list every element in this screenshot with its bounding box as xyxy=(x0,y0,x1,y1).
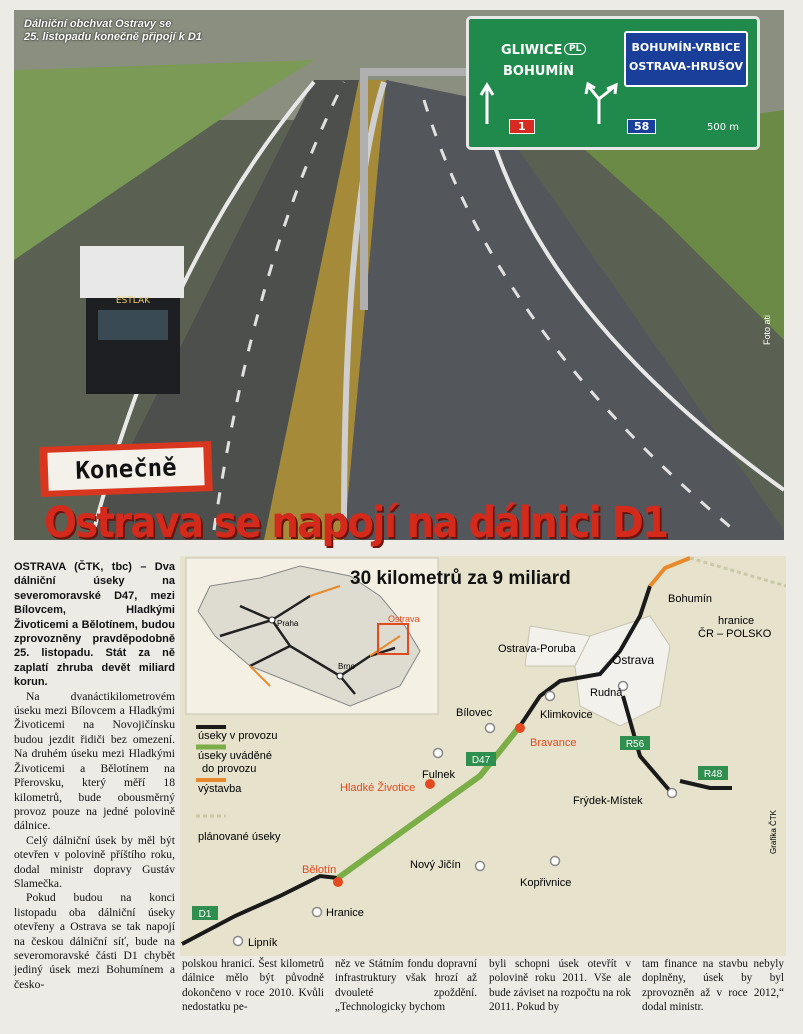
photo-credit: Foto ati xyxy=(762,314,772,345)
sign-box-line-1: BOHUMÍN-VRBICE xyxy=(631,41,741,54)
map-graphic xyxy=(180,556,786,956)
article-paragraph-2: Na dvanáctikilometrovém úseku mezi Bílovcem a Hladkými Životicemi na Novojičínsku budou jezdit řidiči bez omezení. Na druhém úseku mezi Hladkými Životicemi a Bělotínem na Přerovsku, který měří 18 kilometrů, bude obousměrný provoz pouze na jedné polovině dálnice. xyxy=(14,689,175,833)
place-fulnek: Fulnek xyxy=(422,769,456,781)
kicker-text: Konečně xyxy=(47,447,204,490)
map-credit: Grafika ČTK xyxy=(769,809,778,854)
article-paragraph-4: Pokud budou na konci listopadu oba dálniční úseky otevřeny a Ostrava se tak napojí na českou dálniční síť, bude na severomoravské části D1 chybět jediný úsek mezi Bohumínem a česko- xyxy=(14,891,175,991)
badge-r56-text: R56 xyxy=(625,739,645,750)
inset-brno-dot xyxy=(337,673,343,679)
badge-r48-text: R48 xyxy=(703,769,723,780)
article-paragraph-3: Celý dálniční úsek by měl být otevřen v polovině příštího roku, dodal ministr dopravy Gustáv Slamečka. xyxy=(14,833,175,890)
inset-praha-dot xyxy=(269,617,275,623)
road-sign xyxy=(466,16,760,150)
badge-d47-text: D47 xyxy=(471,755,491,766)
legend-construction: výstavba xyxy=(198,783,242,795)
kicker-label xyxy=(39,441,213,497)
article-lead: OSTRAVA (ČTK, tbc) – Dva dálniční úseky na severomoravské D47, mezi Bílovcem, Hladkými Životicemi a Bělotínem, budou zprovozněny pravděpodobně 25. listopadu. Stát za ně zaplatí zhruba devět miliard korun. xyxy=(14,561,175,689)
legend-opening-2: do provozu xyxy=(202,763,257,775)
place-hranice-1: hranice xyxy=(718,615,755,627)
place-bohumin: Bohumín xyxy=(668,593,713,605)
place-ostrava: Ostrava xyxy=(612,653,655,667)
place-klimkovice: Klimkovice xyxy=(540,709,593,721)
place-lipnik: Lipník xyxy=(248,937,278,949)
place-belotin: Bělotín xyxy=(302,864,337,876)
place-rudna: Rudná xyxy=(590,687,623,699)
sign-road-58: 58 xyxy=(627,119,656,134)
inset-brno: Brno xyxy=(338,662,355,671)
place-hranice-2: ČR – POLSKO xyxy=(698,628,772,640)
place-hladke: Hladké Životice xyxy=(340,782,416,794)
place-ostrava-poruba: Ostrava-Poruba xyxy=(498,643,576,655)
sign-distance: 500 m xyxy=(707,122,740,133)
article-column-3: něz ve Státním fondu dopravní infrastruktury však hrozí až dvouleté zpoždění. „Technologicky bychom xyxy=(335,958,477,1014)
dot-belotin xyxy=(333,877,343,887)
article-bottom-columns xyxy=(182,957,785,1032)
inset-ostrava: Ostrava xyxy=(388,614,420,624)
place-frydek: Frýdek-Místek xyxy=(573,795,643,807)
inset-praha: Praha xyxy=(277,619,299,628)
article-column-2: polskou hranicí. Šest kilometrů dálnice mělo být původně dokončeno v roce 2010. Kvůli nedostatku pe- xyxy=(182,958,324,1014)
caption-line-2: 25. listopadu konečně připojí k D1 xyxy=(24,31,202,43)
map-svg xyxy=(180,556,786,956)
place-koprivnice: Kopřivnice xyxy=(520,877,572,889)
place-novy-jicin: Nový Jičín xyxy=(410,859,461,871)
legend-in-service: úseky v provozu xyxy=(198,730,278,742)
photo-caption xyxy=(24,18,202,44)
truck-brand: ESTLAK xyxy=(115,296,151,306)
sign-box-line-2: OSTRAVA-HRUŠOV xyxy=(629,60,743,73)
place-hranice: Hranice xyxy=(326,907,364,919)
caption-line-1: Dálniční obchvat Ostravy se xyxy=(24,18,172,30)
place-bilovec: Bílovec xyxy=(456,707,493,719)
legend-opening-1: úseky uváděné xyxy=(198,750,272,762)
sign-pl-badge: PL xyxy=(564,43,586,55)
legend-planned: plánované úseky xyxy=(198,831,281,843)
article-column-1 xyxy=(14,560,175,992)
sign-gliwice: GLIWICE xyxy=(501,43,563,58)
map-title: 30 kilometrů za 9 miliard xyxy=(350,568,571,589)
headline: Ostrava se napojí na dálnici D1 xyxy=(44,498,668,548)
article-column-4: byli schopni úsek otevřít v polovině roku 2011. Vše ale bude záviset na rozpočtu na rok 2011. Pokud by xyxy=(489,958,631,1014)
place-bravance: Bravance xyxy=(530,737,577,749)
sign-bohumin: BOHUMÍN xyxy=(503,64,575,79)
article-column-5: tam finance na stavbu nebyly doplněny, úsek by byl zprovozněn až v roce 2012,“ dodal ministr. xyxy=(642,958,784,1014)
dot-bravance xyxy=(515,723,525,733)
badge-d1-text: D1 xyxy=(198,909,212,920)
sign-road-1: 1 xyxy=(509,119,535,134)
